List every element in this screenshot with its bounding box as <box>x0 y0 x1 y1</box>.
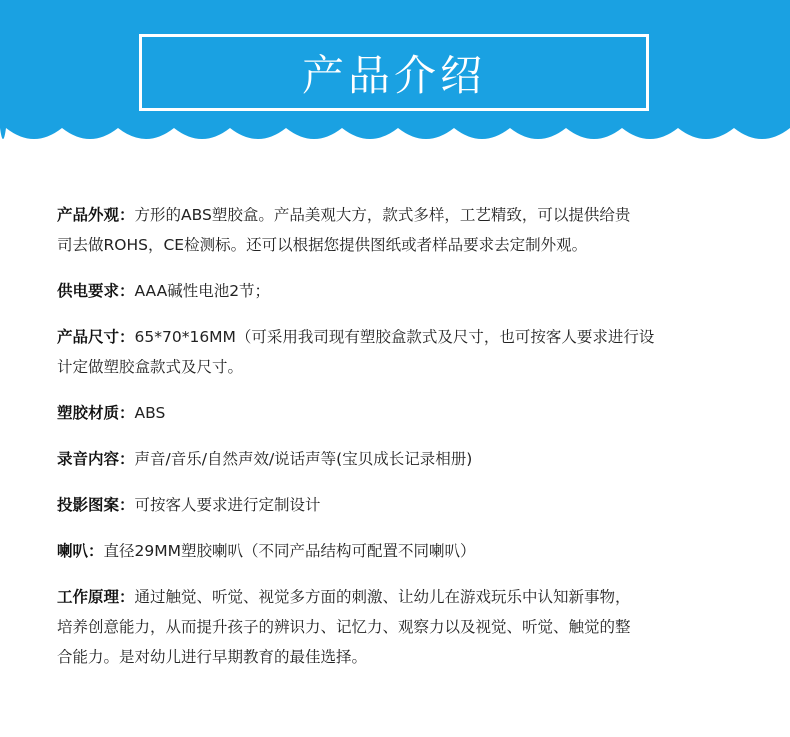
section-text: 通过触觉、听觉、视觉多方面的刺激、让幼儿在游戏玩乐中认知新事物， <box>134 588 631 606</box>
section-line <box>57 200 747 230</box>
section-text: AAA碱性电池2节； <box>134 282 271 300</box>
header-banner <box>0 0 790 160</box>
section-text: 声音/音乐/自然声效/说话声等(宝贝成长记录相册) <box>134 450 473 468</box>
section-line <box>57 490 747 520</box>
section-size <box>57 322 747 382</box>
section-principle <box>57 582 747 672</box>
section-label: 录音内容： <box>57 450 135 468</box>
section-line: 计定做塑胶盒款式及尺寸。 <box>57 358 244 376</box>
section-line: 司去做ROHS，CE检测标。还可以根据您提供图纸或者样品要求去定制外观。 <box>57 236 588 254</box>
section-speaker <box>57 536 747 566</box>
section-label: 投影图案： <box>57 496 135 514</box>
section-line: 培养创意能力，从而提升孩子的辨识力、记忆力、观察力以及视觉、听觉、触觉的整 <box>57 618 631 636</box>
section-text: ABS <box>134 404 166 422</box>
section-label: 产品尺寸： <box>57 328 135 346</box>
section-recording <box>57 444 747 474</box>
section-text: 可按客人要求进行定制设计 <box>134 496 321 514</box>
section-label: 产品外观： <box>57 206 135 224</box>
section-line <box>57 276 747 306</box>
title-frame <box>139 34 649 111</box>
section-text: 方形的ABS塑胶盒。产品美观大方，款式多样，工艺精致，可以提供给贵 <box>134 206 631 224</box>
section-appearance <box>57 200 747 260</box>
section-label: 喇叭： <box>57 542 104 560</box>
section-line <box>57 322 747 352</box>
section-text: 65*70*16MM（可采用我司现有塑胶盒款式及尺寸，也可按客人要求进行设 <box>134 328 655 346</box>
section-label: 供电要求： <box>57 282 135 300</box>
section-power <box>57 276 747 306</box>
product-info <box>57 200 747 688</box>
section-projection <box>57 490 747 520</box>
section-line <box>57 444 747 474</box>
section-line: 合能力。是对幼儿进行早期教育的最佳选择。 <box>57 648 368 666</box>
section-line <box>57 536 747 566</box>
section-label: 塑胶材质： <box>57 404 135 422</box>
section-line <box>57 398 747 428</box>
section-text: 直径29MM塑胶喇叭（不同产品结构可配置不同喇叭） <box>103 542 476 560</box>
section-material <box>57 398 747 428</box>
page-title: 产品介绍 <box>301 50 486 100</box>
section-line <box>57 582 747 612</box>
section-label: 工作原理： <box>57 588 135 606</box>
